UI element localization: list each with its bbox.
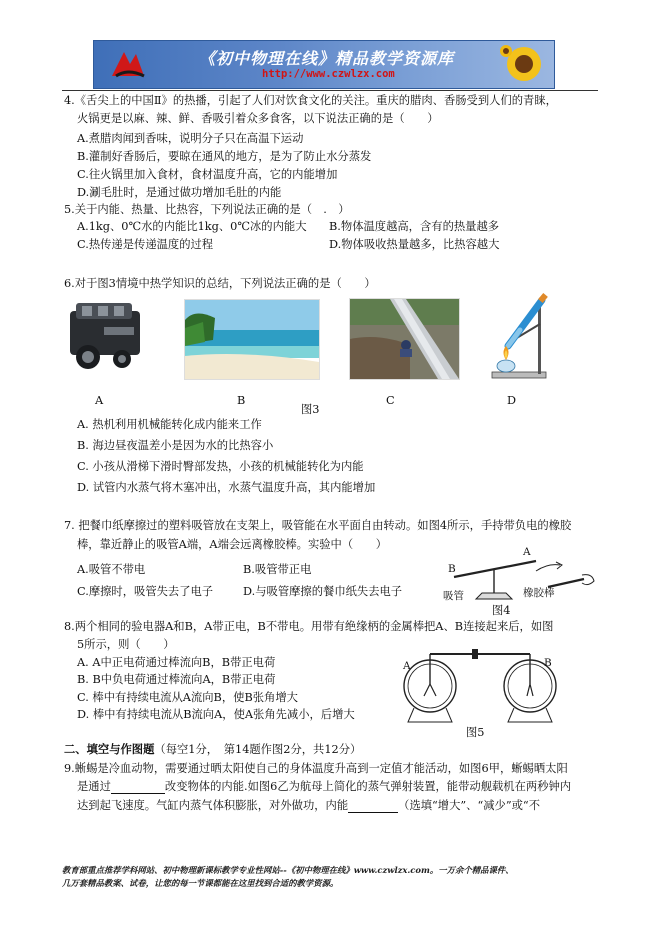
beach-picture — [184, 299, 320, 380]
section-2-note: （每空1分， 第14题作图2分，共12分） — [154, 743, 362, 756]
figure-5-label-a: A — [403, 660, 411, 672]
q9-line-2-start: 是通过 — [77, 780, 111, 793]
q4-option-d: D.涮毛肚时，是通过做功增加毛肚的内能 — [77, 186, 282, 199]
footer-line-1: 教育部重点推荐学科网站、初中物理新课标教学专业性网站--《初中物理在线》www.czwlzx.com。一万余个精品课件、 — [62, 865, 514, 875]
q6-pic-label-b: B — [237, 394, 246, 407]
q4-option-b: B.灌制好香肠后，要晾在通风的地方，是为了防止水分蒸发 — [77, 150, 372, 163]
q4-stem-2: 火锅更是以麻、辣、鲜、香吸引着众多食客，以下说法正确的是（ ） — [77, 112, 439, 125]
sunflower-icon — [498, 43, 550, 85]
q8-option-a: A. A中正电荷通过棒流向B，B带正电荷 — [77, 656, 276, 669]
figure-5-diagram — [396, 646, 564, 726]
q8-stem: 8.两个相同的验电器A和B，A带正电，B不带电。用带有绝缘柄的金属棒把A、B连接起来后，如图 — [64, 620, 554, 633]
q9-line-3-start: 达到起飞速度。气缸内蒸气体积膨胀，对外做功，内能 — [77, 799, 349, 812]
test-tube-picture — [484, 290, 550, 380]
q6-option-c: C. 小孩从滑梯下滑时臀部发热，小孩的机械能转化为内能 — [77, 460, 364, 473]
figure-4-straw-label: 吸管 — [443, 590, 464, 602]
footer-line-2: 几万套精品教案、试卷，让您的每一节课都能在这里找到合适的教学资源。 — [62, 878, 339, 888]
q6-option-a: A. 热机利用机械能转化成内能来工作 — [77, 418, 262, 431]
q8-option-d: D. 棒中有持续电流从B流向A，使A张角先减小，后增大 — [77, 708, 355, 721]
q5-stem: 5.关于内能、热量、比热容，下列说法正确的是（ . ） — [64, 203, 350, 216]
q8-stem-2: 5所示，则（ ） — [77, 638, 175, 651]
q6-pic-label-c: C — [386, 394, 395, 407]
q7-option-b: B.吸管带正电 — [243, 563, 312, 576]
slide-picture — [349, 298, 460, 380]
q8-option-b: B. B中负电荷通过棒流向A，B带正电荷 — [77, 673, 276, 686]
q7-option-d: D.与吸管摩擦的餐巾纸失去电子 — [243, 585, 403, 598]
q5-option-d: D.物体吸收热量越多，比热容越大 — [329, 238, 500, 251]
q6-pic-label-d: D — [507, 394, 517, 407]
q7-option-a: A.吸管不带电 — [77, 563, 146, 576]
section-2-title: 二、填空与作图题 — [64, 742, 155, 756]
q9-blank-1[interactable] — [111, 780, 165, 794]
q6-figure-caption: 图3 — [301, 403, 320, 416]
q7-stem-2: 棒，靠近静止的吸管A端，A端会远离橡胶棒。实验中（ ） — [77, 538, 388, 551]
site-logo-icon — [106, 46, 150, 83]
q7-option-c: C.摩擦时，吸管失去了电子 — [77, 585, 214, 598]
figure-4-diagram — [436, 545, 596, 617]
banner-title: 《初中物理在线》精品教学资源库 — [199, 49, 455, 68]
q6-stem: 6.对于图3情境中热学知识的总结，下列说法正确的是（ ） — [64, 277, 376, 290]
q9-line-2-end: 改变物体的内能.如图6乙为航母上简化的蒸气弹射装置，能带动舰载机在两秒钟内 — [164, 780, 572, 793]
q6-option-b: B. 海边昼夜温差小是因为水的比热容小 — [77, 439, 274, 452]
q9-line-3-end: （选填“增大”、“减少”或“不 — [398, 799, 540, 812]
header-divider — [62, 90, 598, 91]
figure-4-label-b: B — [448, 563, 456, 575]
q9-blank-2[interactable] — [348, 799, 398, 813]
q4-option-c: C.往火锅里加入食材，食材温度升高，它的内能增加 — [77, 168, 338, 181]
q4-option-a: A.煮腊肉闻到香味，说明分子只在高温下运动 — [77, 132, 304, 145]
figure-5-label-b: B — [544, 657, 552, 669]
header-banner — [93, 40, 555, 89]
engine-picture — [60, 297, 152, 379]
q5-option-b: B.物体温度越高，含有的热量越多 — [329, 220, 500, 233]
banner-url[interactable]: http://www.czwlzx.com — [262, 68, 395, 80]
q8-option-c: C. 棒中有持续电流从A流向B，使B张角增大 — [77, 691, 298, 704]
q6-pic-label-a: A — [95, 394, 104, 407]
figure-5-caption: 图5 — [466, 726, 485, 739]
figure-4-rod-label: 橡胶棒 — [523, 587, 555, 599]
q7-stem: 7. 把餐巾纸摩擦过的塑料吸管放在支架上，吸管能在水平面自由转动。如图4所示，手持带负电的橡胶 — [64, 519, 572, 532]
figure-4-label-a: A — [523, 546, 531, 558]
figure-4-caption: 图4 — [492, 604, 511, 617]
q5-option-a: A.1kg、0℃水的内能比1kg、0℃冰的内能大 — [77, 220, 307, 233]
q9-line-1: 9.蜥蜴是冷血动物，需要通过晒太阳使自己的身体温度升高到一定值才能活动，如图6甲，蜥蜴晒太阳 — [64, 762, 568, 775]
q4-stem: 4.《舌尖上的中国Ⅱ》的热播，引起了人们对饮食文化的关注。重庆的腊肉、香肠受到人们的青睐， — [64, 94, 557, 107]
q6-option-d: D. 试管内水蒸气将木塞冲出，水蒸气温度升高，其内能增加 — [77, 481, 376, 494]
q5-option-c: C.热传递是传递温度的过程 — [77, 238, 214, 251]
